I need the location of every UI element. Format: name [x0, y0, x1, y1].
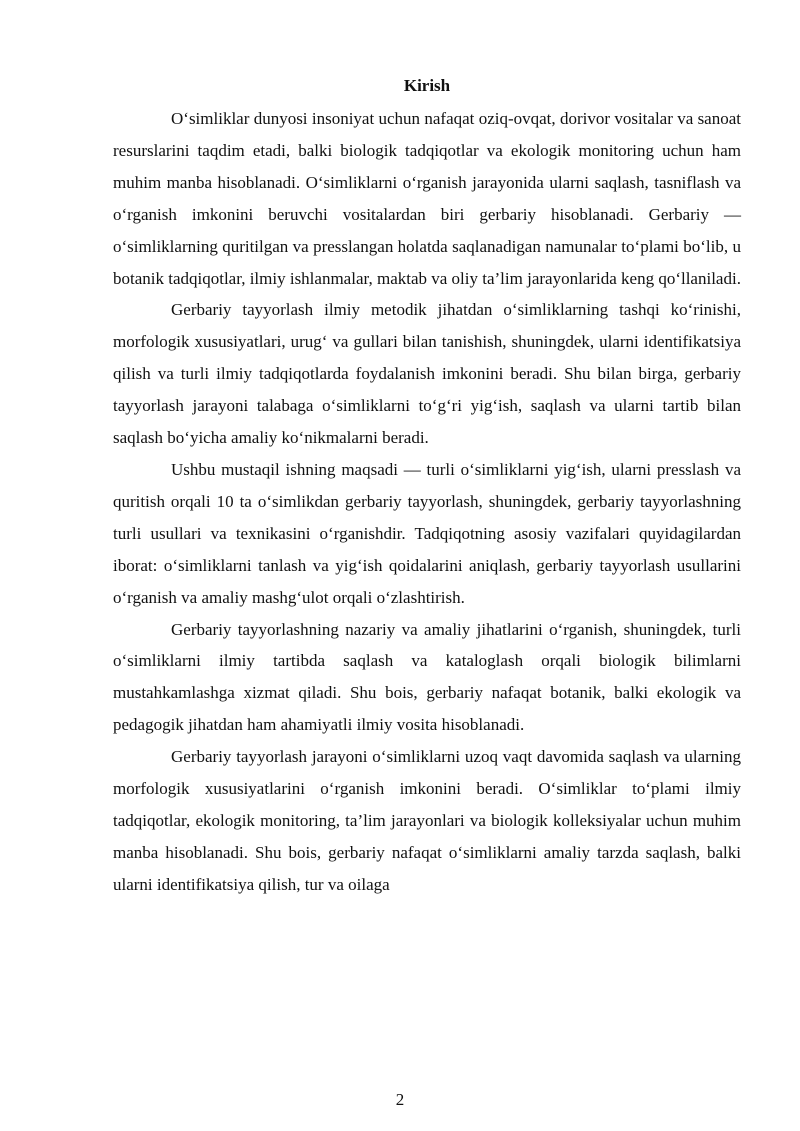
paragraph-5: Gerbariy tayyorlash jarayoni o‘simliklarni uzoq vaqt davomida saqlash va ularning morfologik xususiyatlarini o‘rganish imkonini beradi. O‘simliklar to‘plami ilmiy tadqiqotlar, ekologik monitoring, ta’lim jarayonlari va biologik kolleksiyalar uchun muhim manba hisoblanadi. Shu bois, gerbariy nafaqat o‘simliklarni amaliy tarzda saqlash, balki ularni identifikatsiya qilish, tur va oilaga [113, 747, 741, 894]
section-title: Kirish [403, 76, 451, 95]
document-page [113, 75, 741, 901]
paragraph-3: Ushbu mustaqil ishning maqsadi — turli o‘simliklarni yig‘ish, ularni presslash va quritish orqali 10 ta o‘simlikdan gerbariy tayyorlash, shuningdek, gerbariy tayyorlashning turli usullari va texnikasini o‘rganishdir. Tadqiqotning asosiy vazifalari quyidagilardan iborat: o‘simliklarni tanlash va yig‘ish qoidalarini aniqlash, gerbariy tayyorlash usullarini o‘rganish va amaliy mashg‘ulot orqali o‘zlashtirish. [113, 459, 741, 607]
page-number: 2 [395, 1090, 405, 1109]
paragraph-1: O‘simliklar dunyosi insoniyat uchun nafaqat oziq-ovqat, dorivor vositalar va sanoat resurslarini taqdim etadi, balki biologik tadqiqotlar va ekologik monitoring uchun ham muhim manba hisoblanadi. O‘simliklarni o‘rganish jarayonida ularni saqlash, tasniflash va o‘rganish imkonini beruvchi vositalardan biri gerbariy hisoblanadi. Gerbariy — o‘simliklarning quritilgan va presslangan holatda saqlanadigan namunalar to‘plami bo‘lib, u botanik tadqiqotlar, ilmiy ishlanmalar, maktab va oliy ta’lim jarayonlarida keng qo‘llaniladi. [113, 109, 741, 288]
paragraph-2: Gerbariy tayyorlash ilmiy metodik jihatdan o‘simliklarning tashqi ko‘rinishi, morfologik xususiyatlari, urug‘ va gullari bilan tanishish, shuningdek, ularni identifikatsiya qilish va turli ilmiy tadqiqotlarda foydalanish imkonini beradi. Shu bilan birga, gerbariy tayyorlash jarayoni talabaga o‘simliklarni to‘g‘ri yig‘ish, saqlash va ularni tartib bilan saqlash bo‘yicha amaliy ko‘nikmalarni beradi. [113, 300, 741, 448]
paragraph-4: Gerbariy tayyorlashning nazariy va amaliy jihatlarini o‘rganish, shuningdek, turli o‘simliklarni ilmiy tartibda saqlash va kataloglash orqali biologik bilimlarni mustahkamlashga xizmat qiladi. Shu bois, gerbariy nafaqat botanik, balki ekologik va pedagogik jihatdan ham ahamiyatli ilmiy vosita hisoblanadi. [113, 619, 741, 735]
